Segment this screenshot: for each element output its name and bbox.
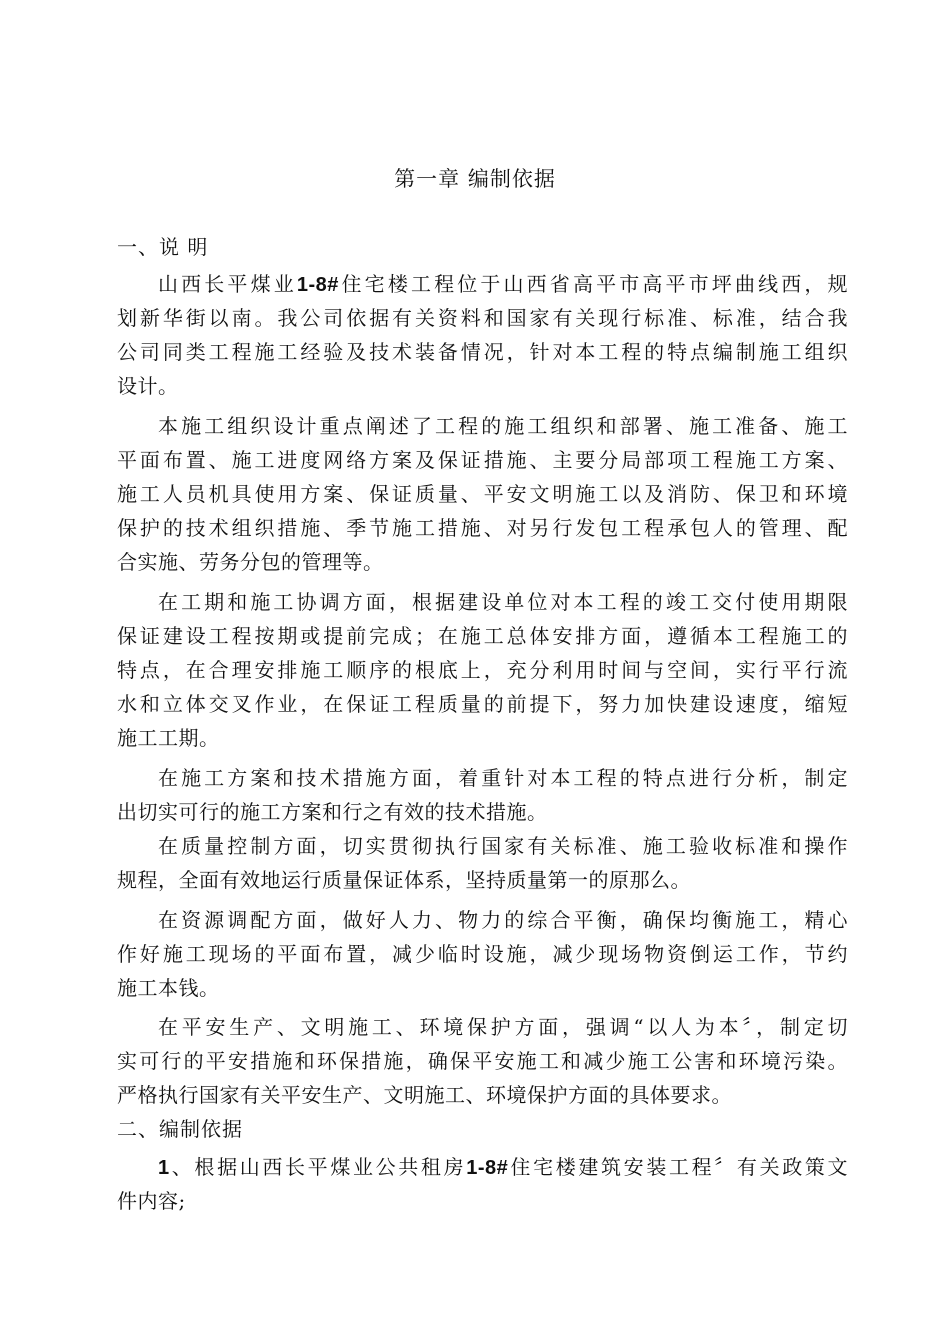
paragraph-1-line-2: 划新华街以南。我公司依据有关资料和国家有关现行标准、标准，结合我 bbox=[117, 306, 848, 330]
paragraph-3-line-4: 水和立体交叉作业，在保证工程质量的前提下，努力加快建设速度，缩短 bbox=[117, 692, 848, 716]
paragraph-7-line-3: 严格执行国家有关平安生产、文明施工、环境保护方面的具体要求。 bbox=[117, 1083, 732, 1107]
section-heading-explanation: 一、说 明 bbox=[117, 235, 209, 259]
basis-item-1-line-2: 件内容; bbox=[117, 1189, 186, 1213]
text-span: 山西长平煤业 bbox=[158, 272, 297, 296]
chapter-title: 第一章 编制依据 bbox=[394, 167, 556, 191]
paragraph-4-line-1: 在施工方案和技术措施方面，着重针对本工程的特点进行分析，制定 bbox=[158, 766, 848, 790]
paragraph-1-line-4: 设计。 bbox=[117, 374, 179, 398]
paragraph-5-line-1: 在质量控制方面，切实贯彻执行国家有关标准、施工验收标准和操作 bbox=[158, 834, 848, 858]
paragraph-2-line-3: 施工人员机具使用方案、保证质量、平安文明施工以及消防、保卫和环境 bbox=[117, 482, 848, 506]
paragraph-7-line-2: 实可行的平安措施和环保措施，确保平安施工和减少施工公害和环境污染。 bbox=[117, 1049, 848, 1073]
paragraph-6-line-2: 作好施工现场的平面布置，减少临时设施，减少现场物资倒运工作，节约 bbox=[117, 942, 848, 966]
paragraph-3-line-3: 特点，在合理安排施工顺序的根底上，充分利用时间与空间，实行平行流 bbox=[117, 658, 848, 682]
paragraph-2-line-5: 合实施、劳务分包的管理等。 bbox=[117, 550, 384, 574]
basis-item-1-line-1 bbox=[158, 1150, 848, 1185]
paragraph-6-line-3: 施工本钱。 bbox=[117, 976, 220, 1000]
paragraph-4-line-2: 出切实可行的施工方案和行之有效的技术措施。 bbox=[117, 800, 548, 824]
paragraph-3-line-1: 在工期和施工协调方面，根据建设单位对本工程的竣工交付使用期限 bbox=[158, 590, 848, 614]
paragraph-3-line-2: 保证建设工程按期或提前完成；在施工总体安排方面，遵循本工程施工的 bbox=[117, 624, 848, 648]
paragraph-2-line-4: 保护的技术组织措施、季节施工措施、对另行发包工程承包人的管理、配 bbox=[117, 516, 848, 540]
paragraph-2-line-1: 本施工组织设计重点阐述了工程的施工组织和部署、施工准备、施工 bbox=[158, 414, 848, 438]
text-span: 、根据山西长平煤业公共租房 bbox=[169, 1155, 467, 1179]
paragraph-3-line-5: 施工工期。 bbox=[117, 726, 220, 750]
building-number: 1-8# bbox=[466, 1157, 509, 1179]
paragraph-1-line-1 bbox=[158, 267, 848, 302]
paragraph-2-line-2: 平面布置、施工进度网络方案及保证措施、主要分局部项工程施工方案、 bbox=[117, 448, 848, 472]
text-span: 住宅楼工程位于山西省高平市高平市坪曲线西，规 bbox=[338, 272, 849, 296]
paragraph-5-line-2: 规程，全面有效地运行质量保证体系，坚持质量第一的原那么。 bbox=[117, 868, 691, 892]
item-number: 1 bbox=[158, 1157, 170, 1179]
paragraph-1-line-3: 公司同类工程施工经验及技术装备情况，针对本工程的特点编制施工组织 bbox=[117, 340, 848, 364]
section-heading-basis: 二、编制依据 bbox=[117, 1117, 243, 1141]
text-span: 住宅楼建筑安装工程〞有关政策文 bbox=[508, 1155, 849, 1179]
building-number: 1-8# bbox=[296, 274, 339, 296]
paragraph-7-line-1: 在平安生产、文明施工、环境保护方面，强调“以人为本〞，制定切 bbox=[158, 1015, 848, 1039]
paragraph-6-line-1: 在资源调配方面，做好人力、物力的综合平衡，确保均衡施工，精心 bbox=[158, 908, 848, 932]
